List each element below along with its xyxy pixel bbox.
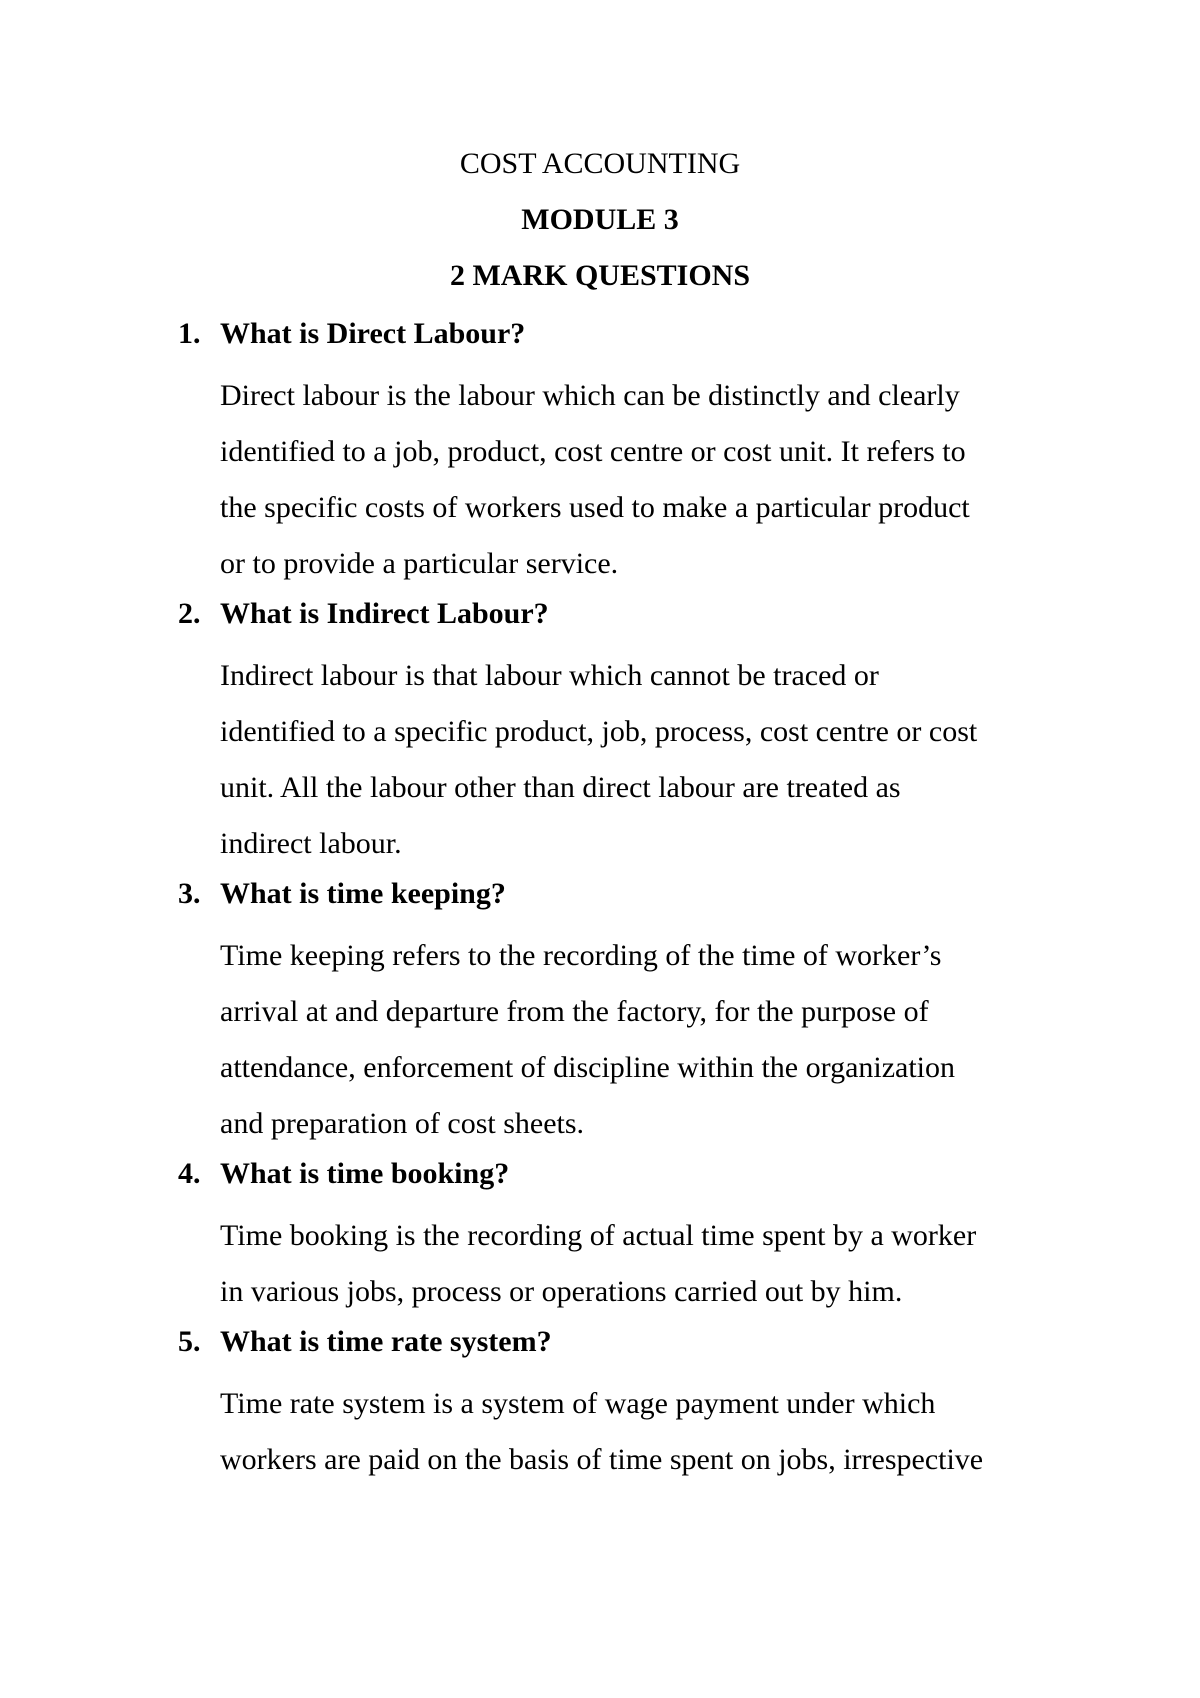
question-item xyxy=(178,592,1078,872)
question-text: What is time keeping? xyxy=(220,877,506,910)
answer-line: Time rate system is a system of wage payment under which xyxy=(220,1387,936,1420)
question-item xyxy=(178,872,1078,1152)
question-text: What is Indirect Labour? xyxy=(220,597,549,630)
question-item xyxy=(178,312,1078,592)
answer-line: in various jobs, process or operations carried out by him. xyxy=(220,1275,903,1308)
question-number: 1. xyxy=(178,317,201,350)
question-text: What is Direct Labour? xyxy=(220,317,526,350)
answer-line: workers are paid on the basis of time spent on jobs, irrespective xyxy=(220,1443,984,1476)
answer-line: Time booking is the recording of actual time spent by a worker xyxy=(220,1219,977,1252)
answer-line: identified to a specific product, job, process, cost centre or cost xyxy=(220,715,978,748)
document-title: COST ACCOUNTING xyxy=(459,147,741,180)
answer-text xyxy=(220,368,1080,592)
answer-text xyxy=(220,1376,1080,1488)
answer-text xyxy=(220,1208,1080,1320)
question-text: What is time booking? xyxy=(220,1157,510,1190)
answer-text xyxy=(220,648,1080,872)
answer-line: or to provide a particular service. xyxy=(220,547,619,580)
question-item xyxy=(178,1152,1078,1320)
question-text: What is time rate system? xyxy=(220,1325,552,1358)
answer-line: indirect labour. xyxy=(220,827,402,860)
question-item xyxy=(178,1320,1078,1488)
answer-line: the specific costs of workers used to make a particular product xyxy=(220,491,970,524)
section-heading: 2 MARK QUESTIONS xyxy=(449,259,751,292)
answer-text xyxy=(220,928,1080,1152)
question-number: 3. xyxy=(178,877,201,910)
answer-line: Direct labour is the labour which can be distinctly and clearly xyxy=(220,379,960,412)
answer-line: Time keeping refers to the recording of the time of worker’s xyxy=(220,939,942,972)
question-list xyxy=(178,312,1078,1488)
question-number: 4. xyxy=(178,1157,201,1190)
answer-line: attendance, enforcement of discipline within the organization xyxy=(220,1051,956,1084)
module-heading: MODULE 3 xyxy=(521,203,679,236)
answer-line: unit. All the labour other than direct labour are treated as xyxy=(220,771,901,804)
answer-line: Indirect labour is that labour which cannot be traced or xyxy=(220,659,879,692)
question-number: 2. xyxy=(178,597,201,630)
answer-line: and preparation of cost sheets. xyxy=(220,1107,585,1140)
answer-line: arrival at and departure from the factory, for the purpose of xyxy=(220,995,929,1028)
question-number: 5. xyxy=(178,1325,201,1358)
answer-line: identified to a job, product, cost centre or cost unit. It refers to xyxy=(220,435,966,468)
